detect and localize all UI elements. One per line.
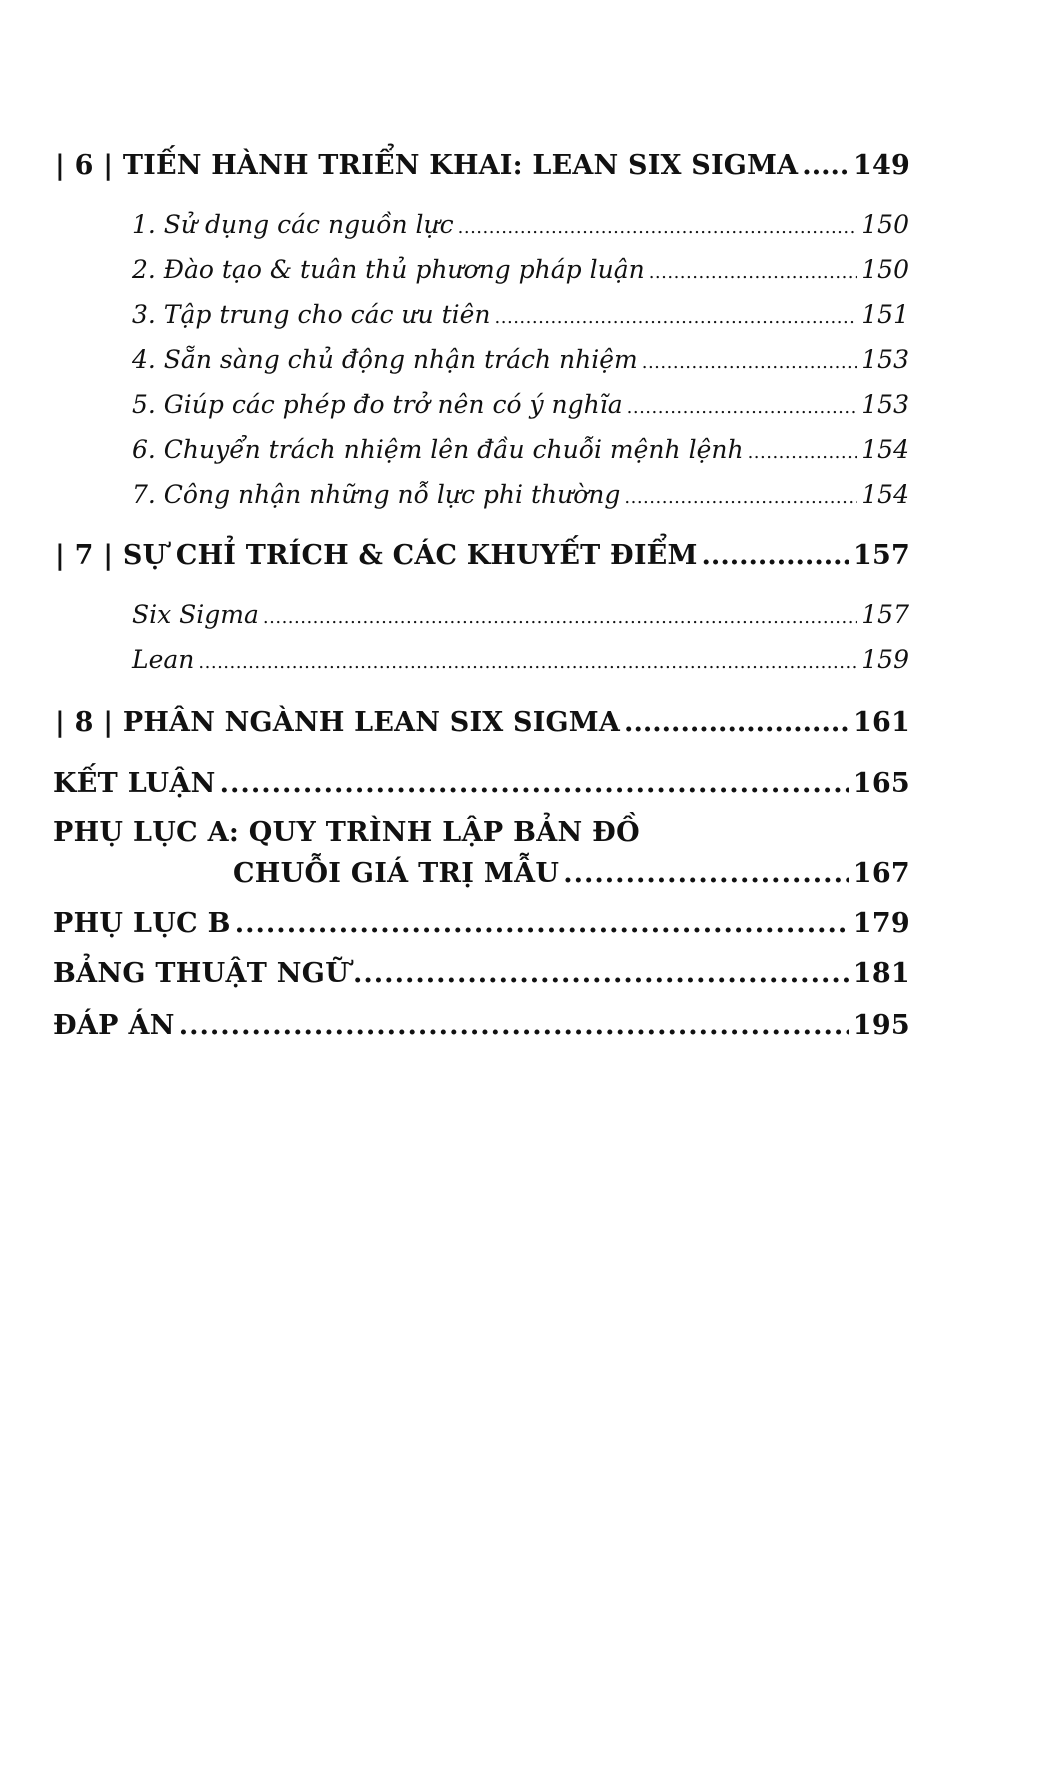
item-title: 7. Công nhận những nỗ lực phi thường xyxy=(132,480,621,509)
toc-appendix-b xyxy=(53,908,910,939)
dot-leader xyxy=(748,442,858,463)
toc-conclusion xyxy=(53,768,910,799)
dot-leader xyxy=(627,397,858,418)
section-title: ĐÁP ÁN xyxy=(53,1010,175,1041)
page-number: 181 xyxy=(852,958,910,989)
toc-item xyxy=(132,435,909,464)
item-title: Six Sigma xyxy=(132,600,259,629)
toc-item xyxy=(132,600,909,629)
dot-leader xyxy=(235,908,849,939)
dot-leader xyxy=(702,540,850,571)
dot-leader xyxy=(198,652,857,673)
toc-item xyxy=(132,210,909,239)
item-title: Lean xyxy=(132,645,195,674)
page-number: 154 xyxy=(861,480,909,509)
item-title: 5. Giúp các phép đo trở nên có ý nghĩa xyxy=(132,390,623,419)
toc-appendix-a-line1: PHỤ LỤC A: QUY TRÌNH LẬP BẢN ĐỒ xyxy=(53,817,640,848)
section-title: BẢNG THUẬT NGỮ xyxy=(53,958,349,989)
dot-leader xyxy=(495,307,858,328)
page-number: 151 xyxy=(861,300,909,329)
dot-leader xyxy=(458,217,858,238)
section-title: KẾT LUẬN xyxy=(53,768,216,799)
toc-chapter-6 xyxy=(55,150,910,181)
page-number: 153 xyxy=(861,345,909,374)
item-title: 2. Đào tạo & tuân thủ phương pháp luận xyxy=(132,255,645,284)
chapter-title: | 8 | PHÂN NGÀNH LEAN SIX SIGMA xyxy=(55,707,621,738)
page-number: 153 xyxy=(861,390,909,419)
dot-leader xyxy=(179,1010,849,1041)
dot-leader xyxy=(642,352,858,373)
toc-item xyxy=(132,390,909,419)
item-title: 3. Tập trung cho các ưu tiên xyxy=(132,300,491,329)
toc-answers xyxy=(53,1010,910,1041)
page-number: 161 xyxy=(853,707,910,738)
toc-chapter-7 xyxy=(55,540,910,571)
dot-leader xyxy=(624,707,849,738)
page-number: 157 xyxy=(853,540,910,571)
page-number: 179 xyxy=(852,908,910,939)
item-title: 4. Sẵn sàng chủ động nhận trách nhiệm xyxy=(132,345,638,374)
item-title: 6. Chuyển trách nhiệm lên đầu chuỗi mệnh lệnh xyxy=(132,435,744,464)
page-number: 150 xyxy=(861,210,909,239)
section-title: CHUỖI GIÁ TRỊ MẪU xyxy=(233,858,560,889)
chapter-title: | 6 | TIẾN HÀNH TRIỂN KHAI: LEAN SIX SIGMA xyxy=(55,150,799,181)
toc-appendix-a xyxy=(233,858,910,889)
dot-leader xyxy=(563,858,849,889)
dot-leader xyxy=(353,958,849,989)
toc-chapter-8 xyxy=(55,707,910,738)
dot-leader xyxy=(802,150,849,181)
page-number: 159 xyxy=(861,645,909,674)
toc-item xyxy=(132,345,909,374)
toc-item xyxy=(132,645,909,674)
page-number: 195 xyxy=(852,1010,910,1041)
page-number: 150 xyxy=(861,255,909,284)
page-number: 167 xyxy=(852,858,910,889)
section-title: PHỤ LỤC B xyxy=(53,908,231,939)
toc-item xyxy=(132,480,909,509)
item-title: 1. Sử dụng các nguồn lực xyxy=(132,210,454,239)
toc-glossary xyxy=(53,958,910,989)
dot-leader xyxy=(220,768,849,799)
page-number: 165 xyxy=(852,768,910,799)
dot-leader xyxy=(263,607,857,628)
page-number: 154 xyxy=(861,435,909,464)
page-number: 149 xyxy=(853,150,910,181)
chapter-title: | 7 | SỰ CHỈ TRÍCH & CÁC KHUYẾT ĐIỂM xyxy=(55,540,698,571)
dot-leader xyxy=(649,262,858,283)
toc-item xyxy=(132,255,909,284)
dot-leader xyxy=(624,487,857,508)
toc-item xyxy=(132,300,909,329)
page-number: 157 xyxy=(861,600,909,629)
